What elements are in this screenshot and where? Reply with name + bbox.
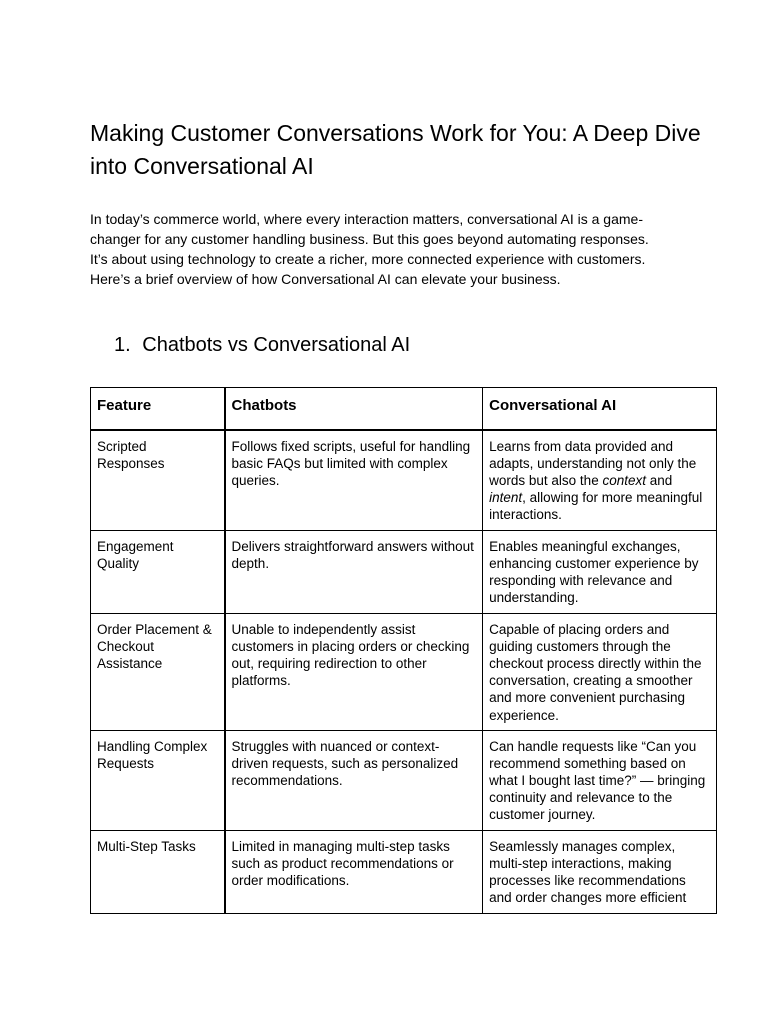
cell-feature: Multi-Step Tasks <box>91 830 225 913</box>
cell-feature: Handling Complex Requests <box>91 730 225 830</box>
header-conversational-ai: Conversational AI <box>483 388 717 430</box>
cell-text: and <box>646 472 673 488</box>
cell-conversational-ai: Enables meaningful exchanges, enhancing customer experience by responding with relevance and understanding. <box>483 530 717 613</box>
cell-feature: Engagement Quality <box>91 530 225 613</box>
document-title: Making Customer Conversations Work for You: A Deep Dive into Conversational AI <box>90 120 701 179</box>
table-row <box>91 430 717 531</box>
cell-chatbots: Follows fixed scripts, useful for handling basic FAQs but limited with complex queries. <box>225 430 483 531</box>
cell-emphasis-intent: intent <box>489 490 523 506</box>
section-number: 1. <box>114 334 131 356</box>
cell-chatbots: Unable to independently assist customers in placing orders or checking out, requiring redirection to other platforms. <box>225 613 483 730</box>
section-heading <box>114 331 410 359</box>
cell-text: Learns from data provided and adapts, understanding not only the words but also the <box>489 438 697 488</box>
comparison-table <box>90 387 717 914</box>
table-header-row <box>91 388 717 430</box>
cell-conversational-ai <box>483 430 717 531</box>
cell-chatbots: Delivers straightforward answers without depth. <box>225 530 483 613</box>
header-feature: Feature <box>91 388 225 430</box>
cell-conversational-ai: Can handle requests like “Can you recommend something based on what I bought last time?” — bringing continuity and relevance to the customer journey. <box>483 730 717 830</box>
table-row <box>91 730 717 830</box>
cell-conversational-ai: Capable of placing orders and guiding customers through the checkout process directly within the conversation, creating a smoother and more convenient purchasing experience. <box>483 613 717 730</box>
cell-chatbots: Struggles with nuanced or context-driven requests, such as personalized recommendations. <box>225 730 483 830</box>
cell-chatbots: Limited in managing multi-step tasks such as product recommendations or order modifications. <box>225 830 483 913</box>
table-row <box>91 613 717 730</box>
cell-emphasis-context: context <box>602 472 646 488</box>
cell-feature: Scripted Responses <box>91 430 225 531</box>
cell-text: , allowing for more meaningful interactions. <box>489 490 703 523</box>
intro-paragraph: In today’s commerce world, where every interaction matters, conversational AI is a game-changer for any customer handling business. But this goes beyond automating responses. It’s about using technology to create a richer, more connected experience with customers. Here’s a brief overview of how Conversational AI can elevate your business. <box>90 211 649 287</box>
table-row <box>91 530 717 613</box>
cell-feature: Order Placement & Checkout Assistance <box>91 613 225 730</box>
header-chatbots: Chatbots <box>225 388 483 430</box>
table-row <box>91 830 717 913</box>
cell-conversational-ai: Seamlessly manages complex, multi-step interactions, making processes like recommendations and order changes more efficient <box>483 830 717 913</box>
section-title: Chatbots vs Conversational AI <box>142 334 411 356</box>
